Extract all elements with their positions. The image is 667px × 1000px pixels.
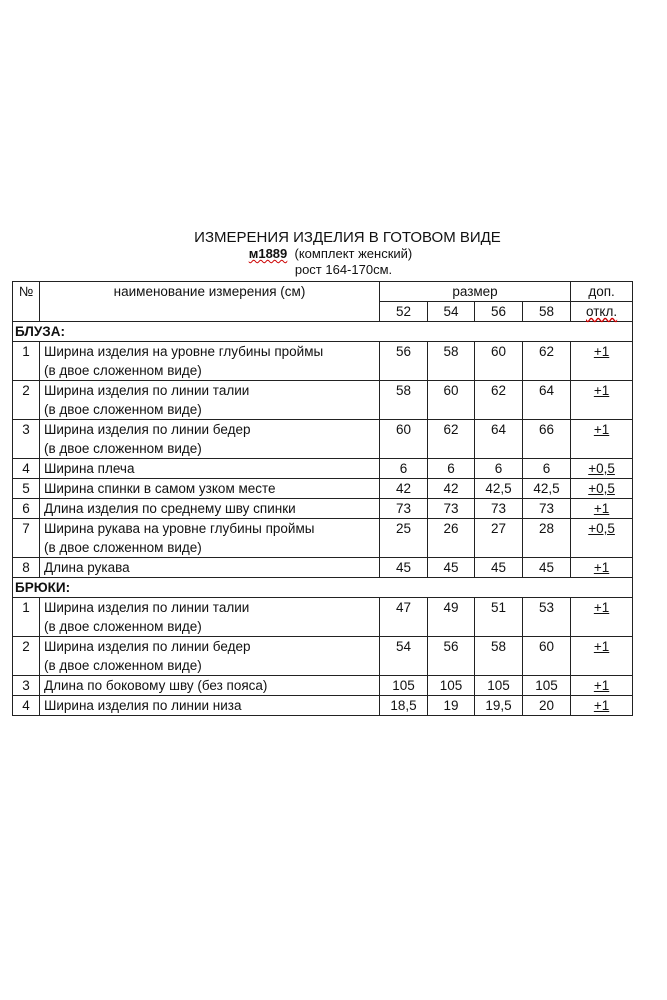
measurement-name [40,479,380,499]
table-row [13,676,633,696]
size-value: 49 [428,598,475,637]
size-value: 45 [380,558,428,578]
tolerance-value: +1 [593,600,610,615]
section-row [13,578,633,598]
table-row [13,420,633,459]
section-row [13,322,633,342]
size-value: 26 [428,519,475,558]
size-value: 60 [523,637,571,676]
size-value: 56 [428,637,475,676]
size-value: 58 [428,342,475,381]
row-number: 4 [13,459,40,479]
size-value: 47 [380,598,428,637]
size-value: 66 [523,420,571,459]
measurement-name-line: Ширина плеча [44,461,135,476]
row-number: 6 [13,499,40,519]
tolerance-value: +1 [593,678,610,693]
size-value: 105 [523,676,571,696]
measurement-name-line: Ширина изделия по линии талии [44,600,250,615]
tolerance-cell [571,479,633,499]
tolerance-value: +1 [593,560,610,575]
measurement-name [40,459,380,479]
col-header-tol-1: доп. [571,282,633,302]
size-value: 42 [428,479,475,499]
size-value: 73 [475,499,523,519]
measurement-name [40,342,380,381]
size-value: 73 [380,499,428,519]
tolerance-value: +1 [593,698,610,713]
table-row [13,499,633,519]
tolerance-cell [571,696,633,716]
size-value: 6 [380,459,428,479]
size-value: 73 [428,499,475,519]
row-number: 7 [13,519,40,558]
table-row [13,637,633,676]
size-value: 51 [475,598,523,637]
size-value: 25 [380,519,428,558]
measurement-name-line: Ширина изделия по линии бедер [44,422,251,437]
table-row [13,342,633,381]
size-value: 58 [380,381,428,420]
tolerance-value: +1 [593,383,610,398]
measurement-name [40,420,380,459]
tolerance-cell [571,637,633,676]
table-row [13,459,633,479]
size-value: 27 [475,519,523,558]
size-header: 54 [428,302,475,322]
tolerance-value: +1 [593,501,610,516]
tolerance-cell [571,676,633,696]
measurements-table [12,281,633,716]
size-value: 54 [380,637,428,676]
tolerance-value: +0,5 [588,521,615,536]
size-value: 64 [523,381,571,420]
size-value: 56 [380,342,428,381]
measurement-name-line: Ширина изделия по линии бедер [44,639,251,654]
measurement-name-line: (в двое сложенном виде) [44,619,202,634]
col-header-tol-2 [571,302,633,322]
size-value: 45 [475,558,523,578]
measurement-name-line: (в двое сложенном виде) [44,402,202,417]
size-value: 6 [428,459,475,479]
size-value: 6 [523,459,571,479]
size-header: 52 [380,302,428,322]
tolerance-cell [571,420,633,459]
tolerance-cell [571,459,633,479]
section-title: БРЮКИ: [13,578,633,598]
row-number: 1 [13,598,40,637]
measurement-name [40,499,380,519]
size-value: 73 [523,499,571,519]
tolerance-cell [571,342,633,381]
row-number: 5 [13,479,40,499]
measurement-name-line: Длина по боковому шву (без пояса) [44,678,268,693]
size-header: 58 [523,302,571,322]
measurement-name [40,696,380,716]
tolerance-value: +0,5 [588,481,615,496]
measurement-name-line: Длина рукава [44,560,130,575]
measurement-name-line: Ширина рукава на уровне глубины проймы [44,521,315,536]
size-value: 19 [428,696,475,716]
table-row [13,381,633,420]
model-line [0,246,664,261]
table-row [13,696,633,716]
row-number: 1 [13,342,40,381]
tolerance-value: +1 [593,639,610,654]
measurement-name-line: Ширина изделия на уровне глубины проймы [44,344,324,359]
measurement-name-line: (в двое сложенном виде) [44,363,202,378]
row-number: 3 [13,420,40,459]
size-value: 42,5 [523,479,571,499]
size-value: 53 [523,598,571,637]
model-code: м1889 [248,246,288,261]
table-row [13,598,633,637]
model-description: (комплект женский) [294,246,413,261]
size-value: 18,5 [380,696,428,716]
size-value: 64 [475,420,523,459]
size-value: 42 [380,479,428,499]
measurement-name [40,637,380,676]
row-number: 3 [13,676,40,696]
tolerance-cell [571,598,633,637]
measurement-name [40,381,380,420]
tol-abbrev: откл. [586,304,618,319]
tolerance-cell [571,519,633,558]
measurement-name-line: Длина изделия по среднему шву спинки [44,501,296,516]
size-value: 60 [428,381,475,420]
size-value: 58 [475,637,523,676]
size-header: 56 [475,302,523,322]
size-value: 28 [523,519,571,558]
size-value: 19,5 [475,696,523,716]
measurement-name [40,519,380,558]
row-number: 2 [13,637,40,676]
measurement-name-line: Ширина изделия по линии талии [44,383,250,398]
col-header-size: размер [380,282,571,302]
row-number: 8 [13,558,40,578]
tolerance-cell [571,558,633,578]
size-value: 62 [523,342,571,381]
row-number: 4 [13,696,40,716]
size-value: 62 [475,381,523,420]
size-value: 62 [428,420,475,459]
measurement-name-line: Ширина изделия по линии низа [44,698,242,713]
row-number: 2 [13,381,40,420]
header-row-1 [13,282,633,302]
size-value: 45 [523,558,571,578]
size-value: 105 [428,676,475,696]
size-value: 42,5 [475,479,523,499]
document-title: ИЗМЕРЕНИЯ ИЗДЕЛИЯ В ГОТОВОМ ВИДЕ [194,229,501,246]
measurement-name-line: (в двое сложенном виде) [44,540,202,555]
size-value: 60 [475,342,523,381]
tolerance-cell [571,499,633,519]
size-value: 45 [428,558,475,578]
size-value: 20 [523,696,571,716]
table-row [13,558,633,578]
tolerance-value: +0,5 [588,461,615,476]
size-value: 60 [380,420,428,459]
height-range: рост 164-170см. [294,262,393,277]
measurement-name [40,598,380,637]
measurement-name-line: (в двое сложенном виде) [44,441,202,456]
col-header-name: наименование измерения (см) [40,282,380,322]
table-row [13,479,633,499]
measurement-name-line: Ширина спинки в самом узком месте [44,481,276,496]
size-value: 105 [475,676,523,696]
tolerance-cell [571,381,633,420]
col-header-no: № [13,282,40,322]
section-title: БЛУЗА: [13,322,633,342]
measurement-name-line: (в двое сложенном виде) [44,658,202,673]
size-value: 6 [475,459,523,479]
tolerance-value: +1 [593,422,610,437]
measurement-name [40,676,380,696]
tolerance-value: +1 [593,344,610,359]
size-value: 105 [380,676,428,696]
measurement-name [40,558,380,578]
table-row [13,519,633,558]
